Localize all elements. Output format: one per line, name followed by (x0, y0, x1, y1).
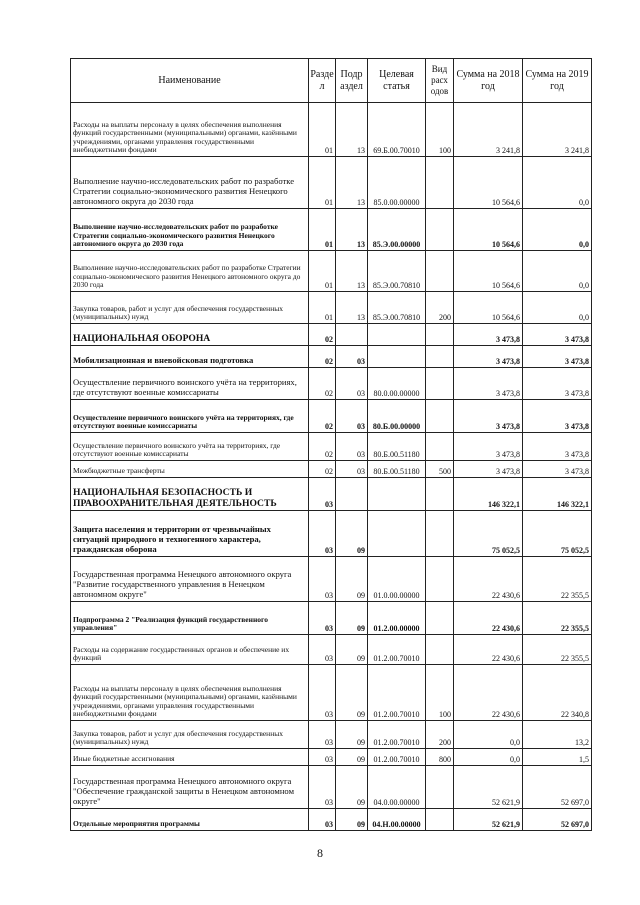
row-sum-2019: 0,0 (523, 251, 592, 292)
row-sum-2018: 3 473,8 (454, 368, 523, 400)
header-target: Целевая статья (368, 59, 426, 103)
page-number: 8 (317, 846, 323, 860)
row-sum-2018: 3 473,8 (454, 324, 523, 346)
row-target: 01.2.00.70010 (368, 721, 426, 749)
row-section: 01 (309, 251, 336, 292)
row-sum-2018: 3 473,8 (454, 461, 523, 478)
row-sum-2018: 22 430,6 (454, 665, 523, 721)
row-subsection: 03 (336, 346, 368, 368)
row-target: 85.Э.00.70810 (368, 251, 426, 292)
row-section: 02 (309, 324, 336, 346)
row-subsection: 03 (336, 400, 368, 433)
table-row (71, 209, 592, 251)
row-name: Выполнение научно-исследовательских работ по разработке Стратегии социально-экономического развития Ненецкого автономного округа до 2030 года (71, 209, 309, 251)
row-name: Осуществление первичного воинского учёта на территориях, где отсутствуют военные комиссариаты (71, 433, 309, 461)
row-expense-type (426, 251, 454, 292)
table-row (71, 749, 592, 766)
row-sum-2018: 0,0 (454, 749, 523, 766)
table-row (71, 368, 592, 400)
row-name: Выполнение научно-исследовательских работ по разработке Стратегии социально-экономического развития Ненецкого автономного округа до 2030 года (71, 157, 309, 209)
row-section: 02 (309, 346, 336, 368)
row-expense-type (426, 209, 454, 251)
header-sum-2018: Сумма на 2018 год (454, 59, 523, 103)
row-name: НАЦИОНАЛЬНАЯ ОБОРОНА (71, 324, 309, 346)
row-expense-type (426, 324, 454, 346)
row-section: 03 (309, 478, 336, 511)
row-subsection: 13 (336, 157, 368, 209)
table-row (71, 721, 592, 749)
row-subsection (336, 478, 368, 511)
row-subsection: 09 (336, 635, 368, 665)
row-sum-2019: 3 473,8 (523, 324, 592, 346)
row-sum-2019: 52 697,0 (523, 766, 592, 809)
row-sum-2019: 22 340,8 (523, 665, 592, 721)
row-name: Защита населения и территории от чрезвычайных ситуаций природного и техногенного характера, гражданская оборона (71, 511, 309, 557)
table-row (71, 103, 592, 157)
table-row (71, 157, 592, 209)
row-subsection: 03 (336, 461, 368, 478)
row-name: Иные бюджетные ассигнования (71, 749, 309, 766)
row-target: 80.Б.00.51180 (368, 461, 426, 478)
row-target: 80.0.00.00000 (368, 368, 426, 400)
row-sum-2019: 52 697,0 (523, 809, 592, 831)
row-name: Закупка товаров, работ и услуг для обеспечения государственных (муниципальных) нужд (71, 292, 309, 324)
table-row (71, 766, 592, 809)
row-sum-2018: 3 473,8 (454, 346, 523, 368)
table-row (71, 461, 592, 478)
header-name: Наименование (71, 59, 309, 103)
table-row (71, 478, 592, 511)
row-section: 01 (309, 157, 336, 209)
row-target: 85.Э.00.70810 (368, 292, 426, 324)
row-expense-type (426, 157, 454, 209)
row-subsection: 13 (336, 292, 368, 324)
row-subsection: 13 (336, 251, 368, 292)
row-section: 02 (309, 461, 336, 478)
row-section: 03 (309, 665, 336, 721)
row-sum-2019: 3 473,8 (523, 400, 592, 433)
row-name: Осуществление первичного воинского учёта на территориях, где отсутствуют военные комиссариаты (71, 368, 309, 400)
row-name: Государственная программа Ненецкого автономного округа "Обеспечение гражданской защиты в Ненецком автономном округе" (71, 766, 309, 809)
row-sum-2018: 22 430,6 (454, 602, 523, 635)
row-sum-2018: 10 564,6 (454, 157, 523, 209)
row-expense-type (426, 766, 454, 809)
table-row (71, 292, 592, 324)
row-sum-2019: 22 355,5 (523, 635, 592, 665)
row-expense-type (426, 433, 454, 461)
row-subsection (336, 324, 368, 346)
row-target: 80.Б.00.51180 (368, 433, 426, 461)
row-target (368, 511, 426, 557)
row-subsection: 03 (336, 433, 368, 461)
row-section: 03 (309, 511, 336, 557)
row-subsection: 13 (336, 209, 368, 251)
table-row (71, 324, 592, 346)
row-sum-2018: 52 621,9 (454, 766, 523, 809)
row-sum-2018: 75 052,5 (454, 511, 523, 557)
row-expense-type (426, 346, 454, 368)
row-subsection: 09 (336, 557, 368, 602)
row-expense-type (426, 368, 454, 400)
row-section: 03 (309, 749, 336, 766)
row-expense-type (426, 602, 454, 635)
table-row (71, 602, 592, 635)
row-sum-2018: 3 473,8 (454, 400, 523, 433)
table-row (71, 433, 592, 461)
header-sum-2019: Сумма на 2019 год (523, 59, 592, 103)
row-name: НАЦИОНАЛЬНАЯ БЕЗОПАСНОСТЬ И ПРАВООХРАНИТЕЛЬНАЯ ДЕЯТЕЛЬНОСТЬ (71, 478, 309, 511)
row-name: Расходы на содержание государственных органов и обеспечение их функций (71, 635, 309, 665)
row-target: 04.Н.00.00000 (368, 809, 426, 831)
row-section: 03 (309, 809, 336, 831)
table-row (71, 251, 592, 292)
row-target: 01.2.00.70010 (368, 665, 426, 721)
row-expense-type: 100 (426, 665, 454, 721)
row-name: Межбюджетные трансферты (71, 461, 309, 478)
row-sum-2019: 3 473,8 (523, 433, 592, 461)
row-expense-type (426, 557, 454, 602)
row-target: 01.2.00.70010 (368, 749, 426, 766)
row-name: Мобилизационная и вневойсковая подготовка (71, 346, 309, 368)
row-sum-2019: 75 052,5 (523, 511, 592, 557)
row-sum-2019: 22 355,5 (523, 602, 592, 635)
row-name: Закупка товаров, работ и услуг для обеспечения государственных (муниципальных) нужд (71, 721, 309, 749)
row-subsection: 13 (336, 103, 368, 157)
row-expense-type: 200 (426, 721, 454, 749)
row-sum-2019: 1,5 (523, 749, 592, 766)
row-target (368, 324, 426, 346)
row-expense-type (426, 635, 454, 665)
row-expense-type (426, 478, 454, 511)
row-subsection: 09 (336, 665, 368, 721)
row-target (368, 346, 426, 368)
row-sum-2019: 0,0 (523, 157, 592, 209)
row-sum-2019: 146 322,1 (523, 478, 592, 511)
row-expense-type (426, 400, 454, 433)
row-sum-2019: 3 473,8 (523, 368, 592, 400)
header-row (71, 59, 592, 103)
row-section: 03 (309, 766, 336, 809)
header-subsection: Подр аздел (336, 59, 368, 103)
row-target (368, 478, 426, 511)
row-sum-2019: 3 241,8 (523, 103, 592, 157)
row-expense-type (426, 809, 454, 831)
row-target: 01.2.00.70010 (368, 635, 426, 665)
table-row (71, 346, 592, 368)
row-section: 02 (309, 433, 336, 461)
row-expense-type: 100 (426, 103, 454, 157)
row-expense-type: 800 (426, 749, 454, 766)
row-target: 85.Э.00.00000 (368, 209, 426, 251)
row-section: 03 (309, 721, 336, 749)
row-subsection: 09 (336, 749, 368, 766)
row-expense-type: 500 (426, 461, 454, 478)
row-sum-2018: 10 564,6 (454, 209, 523, 251)
row-name: Расходы на выплаты персоналу в целях обеспечения выполнения функций государственными (муниципальными) органами, казёнными учреждениями, органами управления государственными внебюджетными фондами (71, 665, 309, 721)
row-section: 01 (309, 292, 336, 324)
row-sum-2018: 52 621,9 (454, 809, 523, 831)
row-expense-type (426, 511, 454, 557)
row-target: 80.Б.00.00000 (368, 400, 426, 433)
row-subsection: 09 (336, 602, 368, 635)
row-target: 01.2.00.00000 (368, 602, 426, 635)
header-section: Разде л (309, 59, 336, 103)
row-section: 03 (309, 602, 336, 635)
row-sum-2018: 3 473,8 (454, 433, 523, 461)
header-expense-type: Вид расх одов (426, 59, 454, 103)
row-target: 01.0.00.00000 (368, 557, 426, 602)
table-row (71, 809, 592, 831)
row-name: Подпрограмма 2 "Реализация функций государственного управления" (71, 602, 309, 635)
row-sum-2018: 146 322,1 (454, 478, 523, 511)
table-row (71, 400, 592, 433)
row-sum-2018: 10 564,6 (454, 251, 523, 292)
row-subsection: 09 (336, 721, 368, 749)
row-section: 03 (309, 635, 336, 665)
row-subsection: 09 (336, 766, 368, 809)
row-sum-2019: 3 473,8 (523, 461, 592, 478)
row-name: Государственная программа Ненецкого автономного округа "Развитие государственного управления в Ненецком автономном округе" (71, 557, 309, 602)
row-section: 02 (309, 400, 336, 433)
table-row (71, 557, 592, 602)
row-target: 85.0.00.00000 (368, 157, 426, 209)
row-section: 01 (309, 209, 336, 251)
row-sum-2019: 3 473,8 (523, 346, 592, 368)
budget-table (70, 58, 592, 831)
row-section: 03 (309, 557, 336, 602)
row-sum-2019: 22 355,5 (523, 557, 592, 602)
row-sum-2019: 13,2 (523, 721, 592, 749)
row-expense-type: 200 (426, 292, 454, 324)
row-sum-2018: 3 241,8 (454, 103, 523, 157)
row-subsection: 09 (336, 809, 368, 831)
row-name: Выполнение научно-исследовательских работ по разработке Стратегии социально-экономического развития Ненецкого автономного округа до 2030 года (71, 251, 309, 292)
row-sum-2019: 0,0 (523, 209, 592, 251)
row-name: Осуществление первичного воинского учёта на территориях, где отсутствуют военные комиссариаты (71, 400, 309, 433)
row-section: 01 (309, 103, 336, 157)
row-sum-2018: 22 430,6 (454, 635, 523, 665)
row-name: Отдельные мероприятия программы (71, 809, 309, 831)
table-row (71, 511, 592, 557)
row-subsection: 09 (336, 511, 368, 557)
table-row (71, 665, 592, 721)
row-section: 02 (309, 368, 336, 400)
table-row (71, 635, 592, 665)
row-subsection: 03 (336, 368, 368, 400)
row-name: Расходы на выплаты персоналу в целях обеспечения выполнения функций государственными (муниципальными) органами, казёнными учреждениями, органами управления государственными внебюджетными фондами (71, 103, 309, 157)
row-target: 69.Б.00.70010 (368, 103, 426, 157)
row-sum-2018: 22 430,6 (454, 557, 523, 602)
row-sum-2018: 0,0 (454, 721, 523, 749)
row-target: 04.0.00.00000 (368, 766, 426, 809)
row-sum-2018: 10 564,6 (454, 292, 523, 324)
row-sum-2019: 0,0 (523, 292, 592, 324)
